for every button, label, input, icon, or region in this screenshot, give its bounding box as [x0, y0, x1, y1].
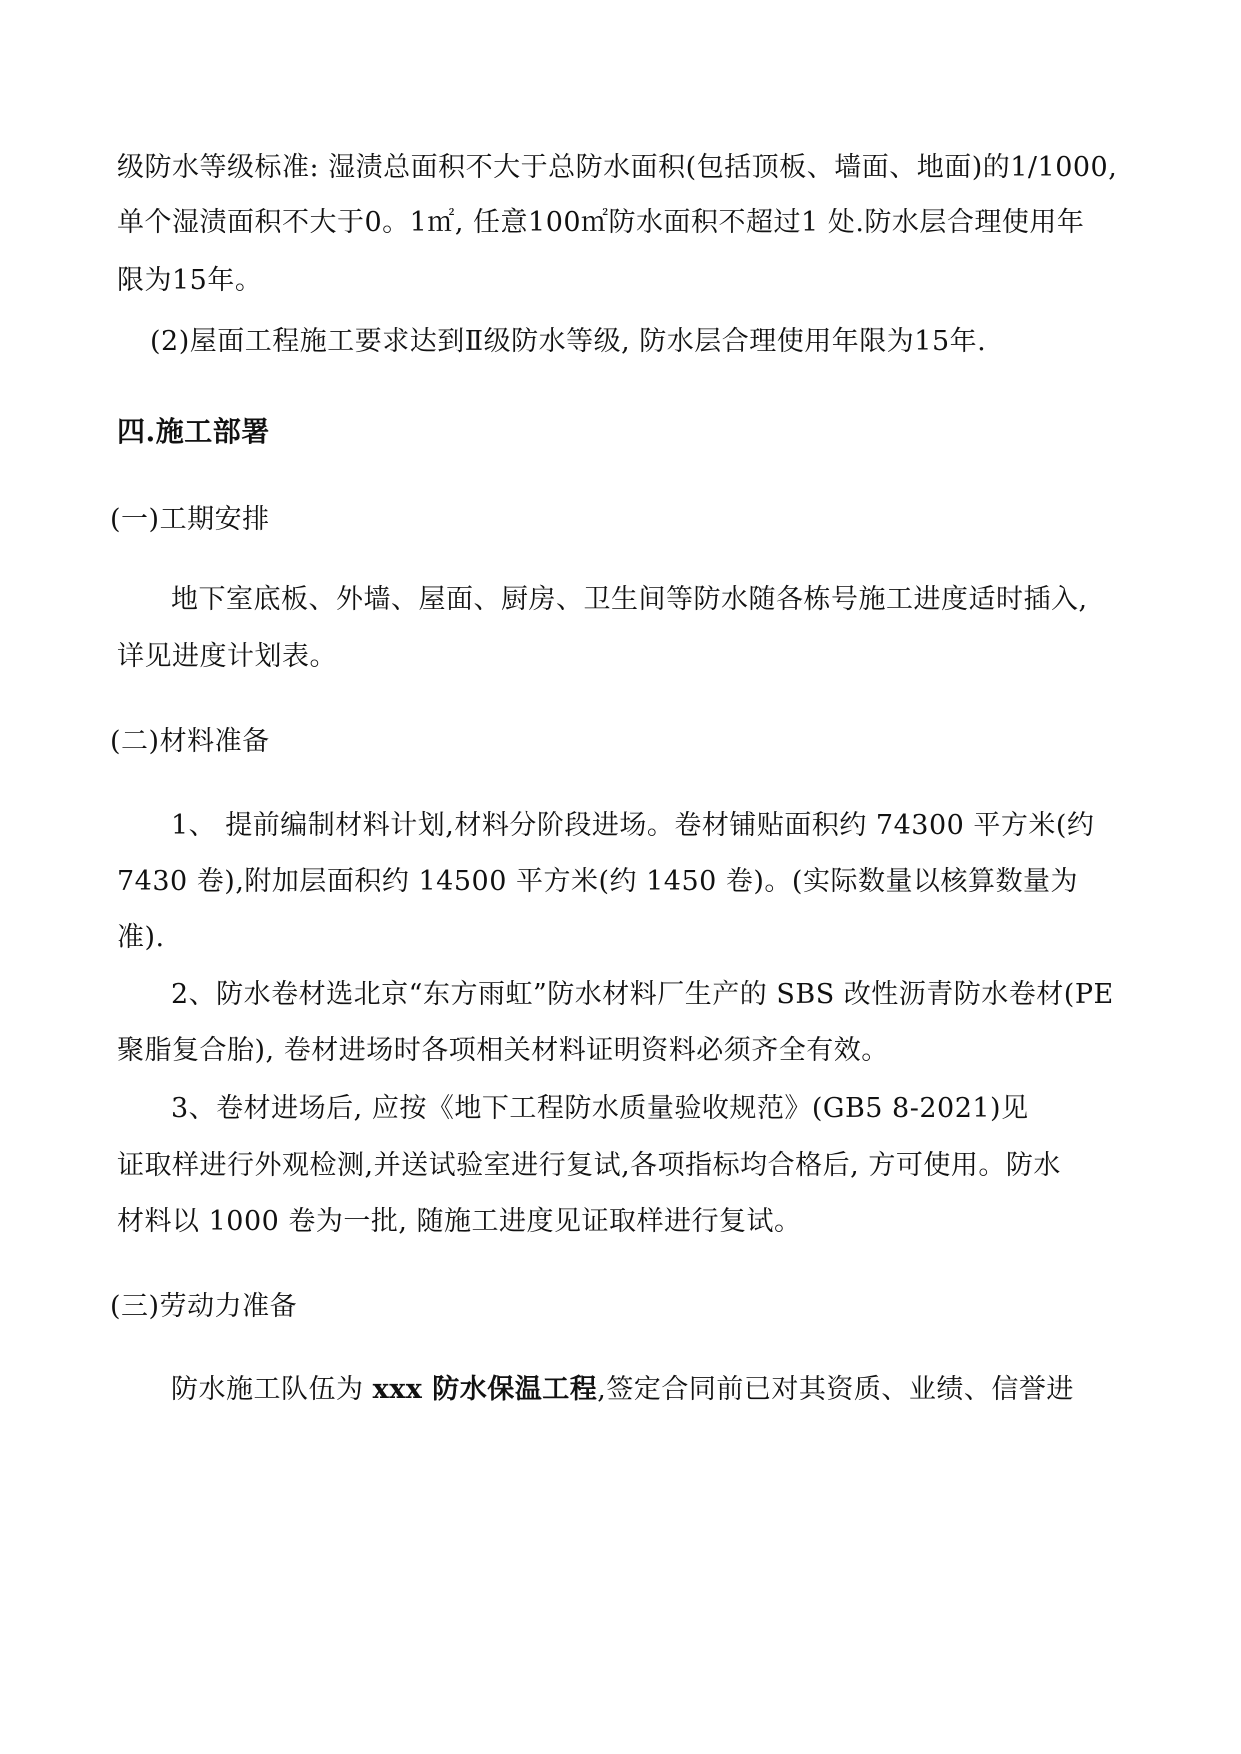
subsection-heading: (二)材料准备 [110, 726, 270, 757]
paragraph-line: 材料以 1000 卷为一批, 随施工进度见证取样进行复试。 [117, 1206, 802, 1237]
paragraph-line: 2、防水卷材选北京“东方雨虹”防水材料厂生产的 SBS 改性沥青防水卷材(PE [171, 979, 1114, 1010]
section-heading: 四.施工部署 [117, 415, 270, 448]
paragraph-line [171, 1370, 1074, 1410]
paragraph-line: 准). [117, 922, 165, 953]
paragraph-line: 详见进度计划表。 [117, 641, 337, 672]
paragraph-line: 级防水等级标准: 湿渍总面积不大于总防水面积(包括顶板、墙面、地面)的1/1000, [117, 152, 1118, 183]
paragraph-line: 单个湿渍面积不大于0。1㎡, 任意100㎡防水面积不超过1 处.防水层合理使用年 [117, 207, 1085, 238]
company-name: xxx 防水保温工程 [372, 1374, 598, 1405]
subsection-heading: (三)劳动力准备 [110, 1291, 298, 1322]
paragraph-line: 3、卷材进场后, 应按《地下工程防水质量验收规范》(GB5 8-2021)见 [171, 1093, 1029, 1124]
paragraph-line: 聚脂复合胎), 卷材进场时各项相关材料证明资料必须齐全有效。 [117, 1035, 889, 1066]
paragraph-line: 地下室底板、外墙、屋面、厨房、卫生间等防水随各栋号施工进度适时插入, [171, 584, 1088, 615]
paragraph-line: 7430 卷),附加层面积约 14500 平方米(约 1450 卷)。(实际数量以核算数量为 [117, 866, 1078, 897]
paragraph-text: ,签定合同前已对其资质、业绩、信誉进 [597, 1374, 1074, 1405]
paragraph-line: 1、 提前编制材料计划,材料分阶段进场。卷材铺贴面积约 74300 平方米(约 [171, 810, 1095, 841]
paragraph-text: 防水施工队伍为 [171, 1374, 373, 1405]
paragraph-line: 证取样进行外观检测,并送试验室进行复试,各项指标均合格后, 方可使用。防水 [117, 1150, 1061, 1181]
paragraph-line: (2)屋面工程施工要求达到Ⅱ级防水等级, 防水层合理使用年限为15年. [150, 326, 987, 357]
subsection-heading: (一)工期安排 [110, 504, 270, 535]
paragraph-line: 限为15年。 [117, 265, 263, 296]
